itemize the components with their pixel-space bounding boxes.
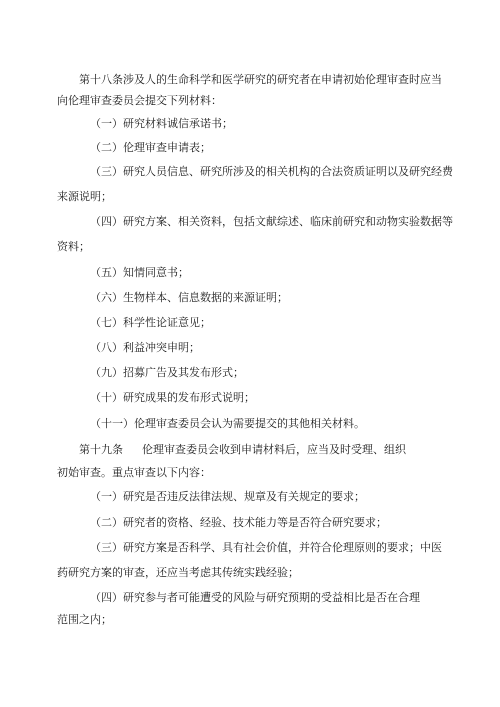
art19-line-1: 伦理审查委员会收到申请材料后，应当及时受理、组织 [142, 443, 406, 456]
art19-label: 第十九条 [79, 443, 123, 456]
art18-item-8: （八）利益冲突申明； [90, 341, 200, 354]
art18-item-4-cont: 资料； [57, 240, 90, 253]
art18-item-6: （六）生物样本、信息数据的来源证明； [90, 291, 288, 304]
art18-item-2: （二）伦理审查申请表； [90, 141, 211, 154]
art18-line-2: 向伦理审查委员会提交下列材料： [57, 94, 222, 107]
art18-item-7: （七）科学性论证意见； [90, 316, 211, 329]
art19-item-3-cont: 药研究方案的审查，还应当考虑其传统实践经验； [57, 566, 299, 579]
art19-item-2: （二）研究者的资格、经验、技术能力等是否符合研究要求； [90, 516, 387, 529]
art18-line-1: 第十八条涉及人的生命科学和医学研究的研究者在申请初始伦理审查时应当 [79, 73, 442, 86]
art18-item-3-cont: 来源说明； [57, 190, 112, 203]
art19-item-1: （一）研究是否违反法律法规、规章及有关规定的要求； [90, 490, 365, 503]
art18-item-4: （四）研究方案、相关资料，包括文献综述、临床前研究和动物实验数据等 [90, 215, 453, 228]
art18-item-5: （五）知情同意书； [90, 266, 189, 279]
art18-item-10: （十）研究成果的发布形式说明； [90, 391, 255, 404]
art19-line-2: 初始审查。重点审查以下内容： [57, 466, 211, 479]
art18-item-11: （十一）伦理审查委员会认为需要提交的其他相关材料。 [90, 417, 365, 430]
art19-item-4-cont: 范围之内； [57, 613, 112, 626]
art19-item-4: （四）研究参与者可能遭受的风险与研究预期的受益相比是否在合理 [90, 591, 420, 604]
art18-item-3: （三）研究人员信息、研究所涉及的相关机构的合法资质证明以及研究经费 [90, 165, 453, 178]
art18-item-9: （九）招募广告及其发布形式； [90, 366, 244, 379]
art19-item-3: （三）研究方案是否科学、具有社会价值，并符合伦理原则的要求；中医 [90, 541, 442, 554]
art18-item-1: （一）研究材料诚信承诺书； [90, 117, 233, 130]
